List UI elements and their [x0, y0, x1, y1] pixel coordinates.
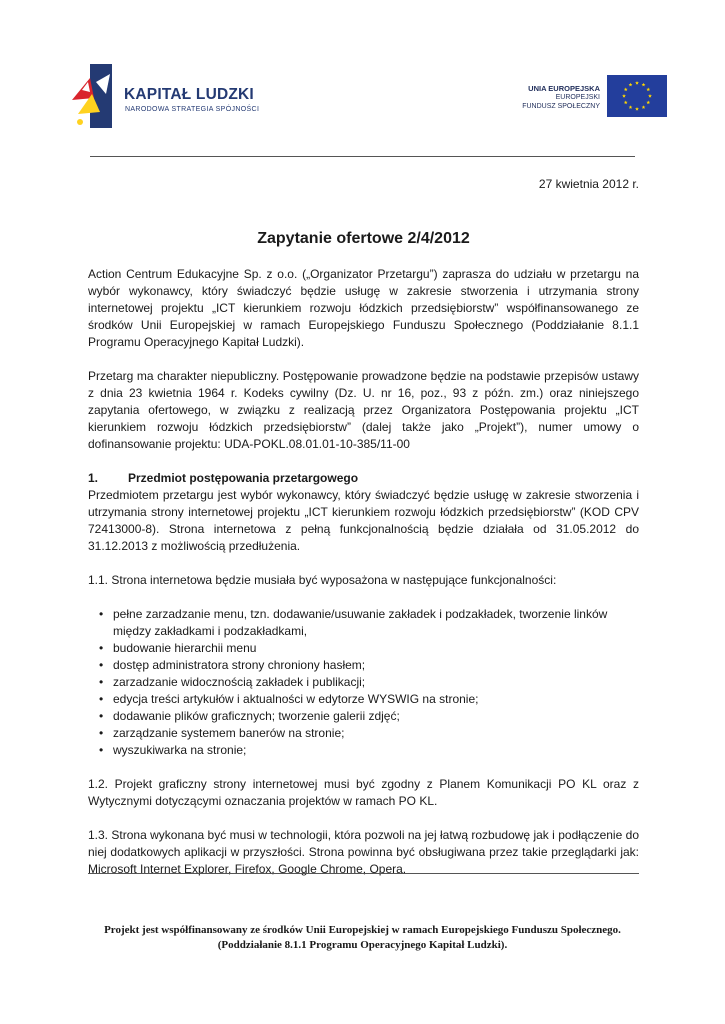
list-item-text: edycja treści artykułów i aktualności w edytorze WYSWIG na stronie;	[113, 692, 479, 706]
point-1-1: 1.1. Strona internetowa będzie musiała być wyposażona w następujące funkcjonalności:	[88, 573, 557, 587]
eu-label-line3: FUNDUSZ SPOŁECZNY	[522, 103, 600, 110]
list-item-text: pełne zarzadzanie menu, tzn. dodawanie/usuwanie zakładek i podzakładek, tworzenie linków między zakładkami i podzakładkami,	[113, 607, 608, 638]
list-item	[88, 640, 639, 657]
bullet-icon: •	[99, 658, 104, 672]
bullet-icon: •	[99, 709, 104, 723]
bullet-icon: •	[99, 743, 104, 757]
document-body	[88, 176, 639, 895]
bullet-icon: •	[99, 641, 104, 655]
section-1-title: Przedmiot postępowania przetargowego	[128, 471, 359, 485]
bullet-icon: •	[99, 692, 104, 706]
page-footer	[50, 923, 675, 953]
footer-line-1: Projekt jest współfinansowany ze środków Unii Europejskiej w ramach Europejskiego Funduszu Społecznego.	[104, 924, 621, 936]
list-item	[88, 606, 639, 640]
point-1-2: 1.2. Projekt graficzny strony internetowej musi być zgodny z Planem Komunikacji PO KL oraz z Wytycznymi dotyczącymi oznaczania projektów w ramach PO KL.	[88, 777, 639, 808]
functionality-list	[88, 606, 639, 759]
intro-paragraph-2: Przetarg ma charakter niepubliczny. Postępowanie prowadzone będzie na podstawie przepisów ustawy z dnia 23 kwietnia 1964 r. Kodeks cywilny (Dz. U. nr 16, poz., 93 z późn. zm.) oraz niniejszego zapytania ofertowego, w związku z realizacją przez Organizatora Postępowania projektu „ICT kierunkiem rozwoju łódzkich przedsiębiorstw” (dalej także jako „Projekt”), numer umowy o dofinansowanie projektu: UDA-POKL.08.01.01-10-385/11-00	[88, 369, 639, 451]
point-1-3: 1.3. Strona wykonana być musi w technologii, która pozwoli na jej łatwą rozbudowę jak i podłączenie do niej dodatkowych aplikacji w przyszłości. Strona powinna być obsługiwana przez takie przeglądarki jak: Microsoft Internet Explorer, Firefox, Google Chrome, Opera.	[88, 828, 639, 876]
eu-label-line1: UNIA EUROPEJSKA	[528, 84, 600, 93]
footer-divider	[88, 873, 639, 874]
list-item	[88, 691, 639, 708]
list-item-text: wyszukiwarka na stronie;	[113, 743, 247, 757]
list-item	[88, 657, 639, 674]
section-1-paragraph: Przedmiotem przetargu jest wybór wykonawcy, który świadczyć będzie usługę w zakresie stworzenia i utrzymania strony internetowej projektu „ICT kierunkiem rozwoju łódzkich przedsiębiorstw” (KOD CPV 72413000-8). Strona internetowa z pełną funkcjonalnością będzie działała od 31.05.2012 do 31.12.2013 z możliwością przedłużenia.	[88, 488, 639, 553]
document-date: 27 kwietnia 2012 r.	[538, 177, 639, 191]
list-item	[88, 674, 639, 691]
list-item-text: budowanie hierarchii menu	[113, 641, 257, 655]
document-title: Zapytanie ofertowe 2/4/2012	[257, 230, 470, 247]
list-item-text: zarzadzanie widocznością zakładek i publikacji;	[113, 675, 366, 689]
list-item	[88, 708, 639, 725]
footer-line-2: (Poddziałanie 8.1.1 Programu Operacyjnego Kapitał Ludzki).	[217, 939, 508, 951]
list-item	[88, 742, 639, 759]
list-item	[88, 725, 639, 742]
intro-paragraph-1: Action Centrum Edukacyjne Sp. z o.o. („Organizator Przetargu”) zaprasza do udziału w przetargu na wybór wykonawcy, który świadczyć będzie usługę w zakresie stworzenia i utrzymania strony internetowej projektu „ICT kierunkiem rozwoju łódzkich przedsiębiorstw” współfinansowanego ze środków Unii Europejskiej w ramach Europejskiego Funduszu Społecznego (Poddziałanie 8.1.1 Programu Operacyjnego Kapitał Ludzki).	[88, 267, 639, 349]
bullet-icon: •	[99, 675, 104, 689]
section-1-number: 1.	[88, 471, 99, 485]
logo-title: KAPITAŁ LUDZKI	[124, 86, 254, 103]
list-item-text: dostęp administratora strony chroniony hasłem;	[113, 658, 366, 672]
list-item-text: dodawanie plików graficznych; tworzenie galerii zdjęć;	[113, 709, 400, 723]
kapital-ludzki-logo-icon	[70, 64, 114, 128]
eu-label	[522, 84, 600, 111]
section-1-heading	[88, 470, 639, 487]
page-header	[0, 0, 725, 158]
bullet-icon: •	[99, 726, 104, 740]
bullet-icon: •	[99, 607, 104, 621]
eu-flag-icon	[607, 75, 667, 117]
eu-label-line2: EUROPEJSKI	[555, 94, 600, 101]
header-divider	[90, 156, 635, 157]
list-item-text: zarządzanie systemem banerów na stronie;	[113, 726, 345, 740]
logo-subtitle: NARODOWA STRATEGIA SPÓJNOŚCI	[125, 106, 260, 113]
